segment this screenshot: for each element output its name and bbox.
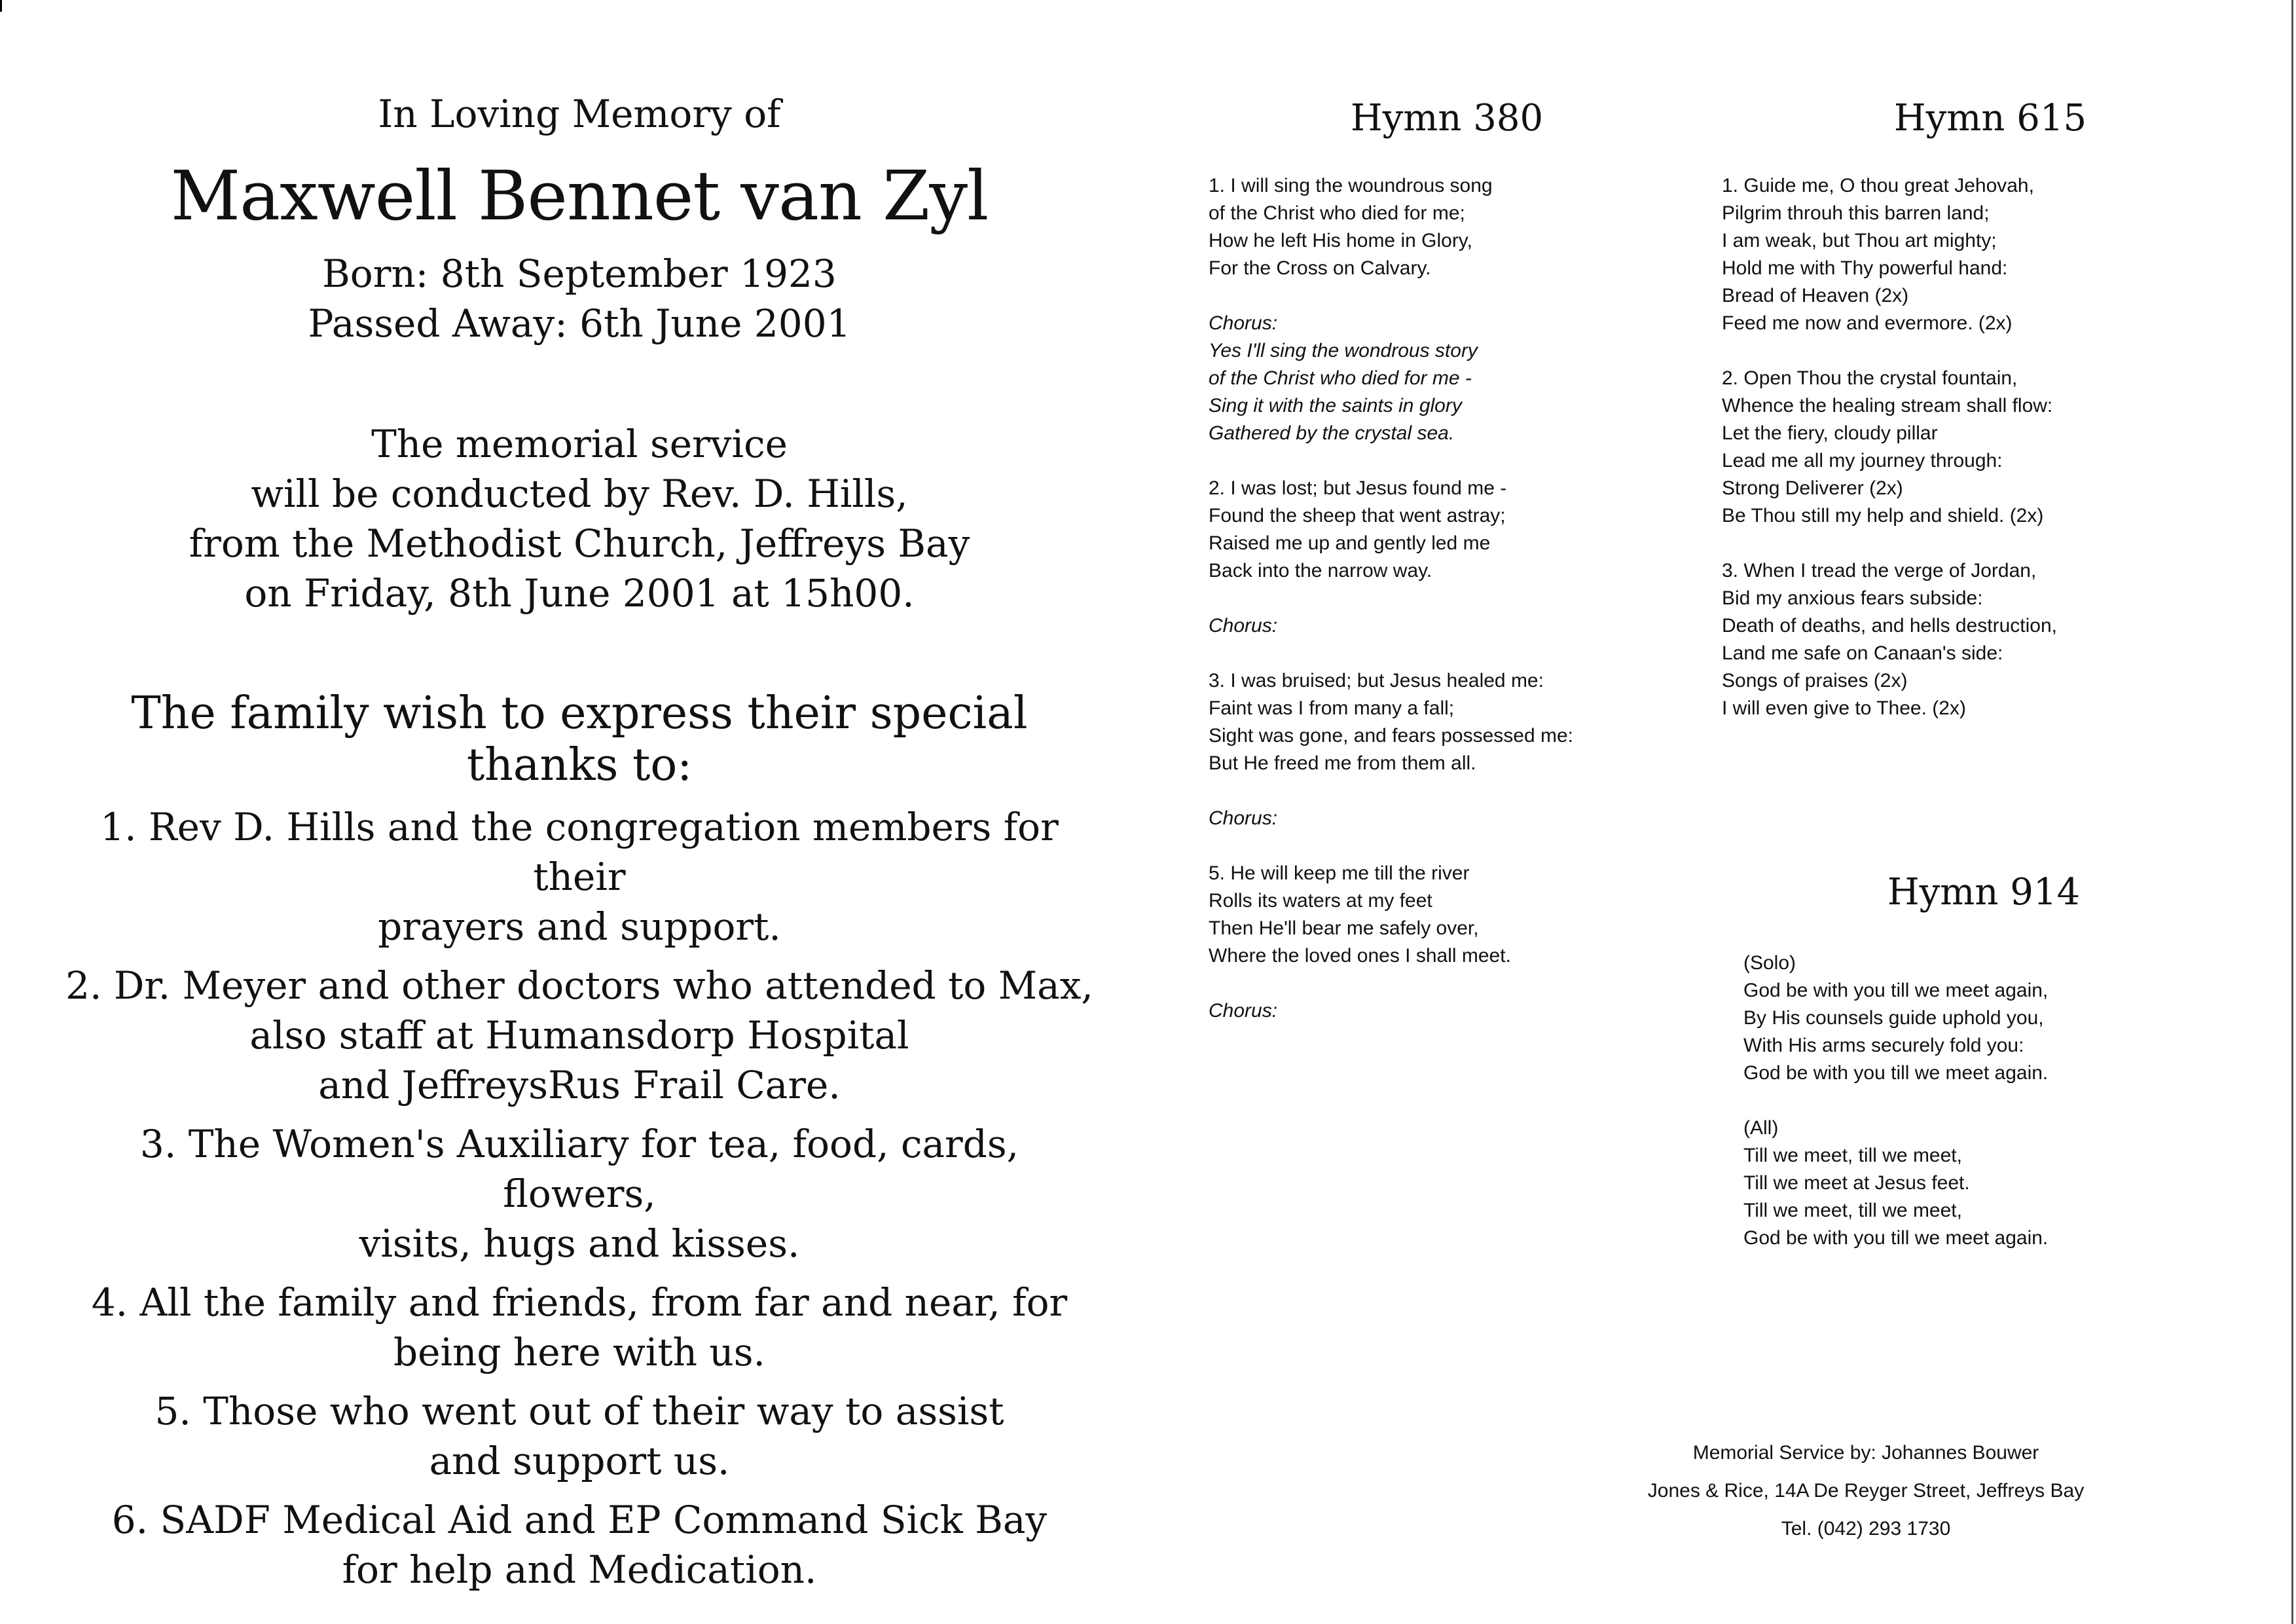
lyric-line: Chorus: bbox=[1209, 312, 1278, 334]
verse-block bbox=[1209, 172, 1667, 282]
lyric-line: of the Christ who died for me; bbox=[1209, 202, 1465, 224]
scan-mark-right bbox=[2291, 0, 2293, 1624]
hymn-914-title: Hymn 914 bbox=[1887, 871, 2081, 913]
chorus-block bbox=[1209, 310, 1667, 447]
lyric-line: Rolls its waters at my feet bbox=[1209, 890, 1432, 912]
lyric-line: Chorus: bbox=[1209, 807, 1278, 829]
thanks-line: and support us. bbox=[429, 1439, 730, 1483]
hymn-615-title: Hymn 615 bbox=[1893, 97, 2087, 139]
thanks-line: 4. All the family and friends, from far and near, for bbox=[91, 1280, 1068, 1325]
lyric-line: Songs of praises (2x) bbox=[1722, 670, 1908, 692]
lyric-line: Feed me now and evermore. (2x) bbox=[1722, 312, 2013, 334]
service-details bbox=[59, 419, 1100, 618]
death-date: Passed Away: 6th June 2001 bbox=[308, 301, 851, 346]
lyric-line: Yes I'll sing the wondrous story bbox=[1209, 340, 1478, 361]
lyric-line: (Solo) bbox=[1743, 952, 1796, 974]
thanks-list bbox=[59, 802, 1100, 1604]
chorus-block bbox=[1209, 612, 1667, 640]
lyric-line: God be with you till we meet again. bbox=[1743, 1062, 2049, 1084]
lyric-line: Sight was gone, and fears possessed me: bbox=[1209, 725, 1573, 747]
lyric-line: Till we meet, till we meet, bbox=[1743, 1200, 1962, 1221]
lyric-line: By His counsels guide uphold you, bbox=[1743, 1007, 2044, 1029]
scan-mark-left bbox=[0, 0, 2, 12]
lyric-line: Bid my anxious fears subside: bbox=[1722, 587, 1983, 609]
memorial-panel bbox=[59, 0, 1100, 1624]
telephone: Tel. (042) 293 1730 bbox=[1781, 1518, 1951, 1540]
verse-block bbox=[1209, 667, 1667, 777]
thanks-line: 1. Rev D. Hills and the congregation members for their bbox=[100, 805, 1059, 899]
lyric-line: I will even give to Thee. (2x) bbox=[1722, 697, 1966, 719]
lyric-line: God be with you till we meet again. bbox=[1743, 1227, 2049, 1249]
lyric-line: Lead me all my journey through: bbox=[1722, 450, 2003, 471]
service-line: on Friday, 8th June 2001 at 15h00. bbox=[244, 571, 915, 616]
lyric-line: Strong Deliverer (2x) bbox=[1722, 477, 1903, 499]
lyric-line: Chorus: bbox=[1209, 615, 1278, 637]
hymn-380-lyrics bbox=[1209, 172, 1667, 1052]
deceased-name: Maxwell Bennet van Zyl bbox=[170, 156, 989, 236]
footer-credits bbox=[1440, 1434, 2291, 1548]
lyric-line: Back into the narrow way. bbox=[1209, 560, 1432, 581]
lyric-line: With His arms securely fold you: bbox=[1743, 1035, 2024, 1056]
lyric-line: of the Christ who died for me - bbox=[1209, 367, 1472, 389]
thanks-line: visits, hugs and kisses. bbox=[359, 1221, 800, 1266]
lyric-line: I am weak, but Thou art mighty; bbox=[1722, 230, 1997, 251]
thanks-line: also staff at Humansdorp Hospital bbox=[249, 1013, 909, 1058]
hymn-615-lyrics bbox=[1722, 172, 2180, 750]
thanks-item bbox=[59, 802, 1100, 951]
verse-block bbox=[1743, 1115, 2202, 1252]
lyric-line: 1. I will sing the woundrous song bbox=[1209, 175, 1493, 196]
lyric-line: Then He'll bear me safely over, bbox=[1209, 917, 1479, 939]
thanks-heading: The family wish to express their special thanks to: bbox=[131, 688, 1028, 791]
service-line: will be conducted by Rev. D. Hills, bbox=[251, 471, 908, 516]
thanks-line: 2. Dr. Meyer and other doctors who attended to Max, bbox=[65, 963, 1093, 1008]
lyric-line: 1. Guide me, O thou great Jehovah, bbox=[1722, 175, 2034, 196]
lyric-line: Death of deaths, and hells destruction, bbox=[1722, 615, 2057, 637]
funeral-address: Jones & Rice, 14A De Reyger Street, Jeffreys Bay bbox=[1647, 1480, 2085, 1502]
thanks-item bbox=[59, 1119, 1100, 1268]
chorus-block bbox=[1209, 805, 1667, 832]
thanks-line: prayers and support. bbox=[378, 904, 781, 949]
lyric-line: Land me safe on Canaan's side: bbox=[1722, 642, 2003, 664]
verse-block bbox=[1743, 950, 2202, 1087]
lyric-line: Sing it with the saints in glory bbox=[1209, 395, 1462, 416]
lyric-line: Till we meet, till we meet, bbox=[1743, 1145, 1962, 1166]
thanks-item bbox=[59, 1386, 1100, 1486]
lyric-line: (All) bbox=[1743, 1117, 1779, 1139]
hymn-380-title: Hymn 380 bbox=[1350, 97, 1544, 139]
lyric-line: 3. I was bruised; but Jesus healed me: bbox=[1209, 670, 1544, 692]
service-line: The memorial service bbox=[371, 422, 788, 466]
lyric-line: Raised me up and gently led me bbox=[1209, 532, 1491, 554]
lyric-line: 2. Open Thou the crystal fountain, bbox=[1722, 367, 2018, 389]
lyric-line: 3. When I tread the verge of Jordan, bbox=[1722, 560, 2037, 581]
lyric-line: Till we meet at Jesus feet. bbox=[1743, 1172, 1970, 1194]
lyric-line: Found the sheep that went astray; bbox=[1209, 505, 1506, 526]
memorial-intro: In Loving Memory of bbox=[378, 92, 781, 136]
thanks-line: for help and Medication. bbox=[342, 1547, 817, 1592]
thanks-line: 3. The Women's Auxiliary for tea, food, cards, flowers, bbox=[139, 1122, 1019, 1216]
verse-block bbox=[1722, 172, 2180, 337]
verse-block bbox=[1722, 557, 2180, 722]
birth-date: Born: 8th September 1923 bbox=[322, 251, 837, 296]
lyric-line: God be with you till we meet again, bbox=[1743, 980, 2049, 1001]
lyric-line: Let the fiery, cloudy pillar bbox=[1722, 422, 1938, 444]
lyric-line: 2. I was lost; but Jesus found me - bbox=[1209, 477, 1507, 499]
service-by: Memorial Service by: Johannes Bouwer bbox=[1692, 1442, 2039, 1464]
service-line: from the Methodist Church, Jeffreys Bay bbox=[189, 521, 970, 566]
hymn-914-lyrics bbox=[1743, 950, 2202, 1280]
lyric-line: Be Thou still my help and shield. (2x) bbox=[1722, 505, 2044, 526]
thanks-item bbox=[59, 1278, 1100, 1377]
thanks-line: 5. Those who went out of their way to assist bbox=[155, 1389, 1004, 1433]
thanks-item bbox=[59, 961, 1100, 1110]
lyric-line: Bread of Heaven (2x) bbox=[1722, 285, 1909, 306]
lyric-line: Faint was I from many a fall; bbox=[1209, 697, 1455, 719]
lyric-line: But He freed me from them all. bbox=[1209, 752, 1476, 774]
lyric-line: Gathered by the crystal sea. bbox=[1209, 422, 1455, 444]
chorus-block bbox=[1209, 997, 1667, 1025]
lyric-line: Whence the healing stream shall flow: bbox=[1722, 395, 2053, 416]
lyric-line: Pilgrim throuh this barren land; bbox=[1722, 202, 1990, 224]
lyric-line: For the Cross on Calvary. bbox=[1209, 257, 1431, 279]
lyric-line: Where the loved ones I shall meet. bbox=[1209, 945, 1511, 967]
thanks-item bbox=[59, 1495, 1100, 1595]
verse-block bbox=[1722, 365, 2180, 530]
lyric-line: Chorus: bbox=[1209, 1000, 1278, 1022]
thanks-line: being here with us. bbox=[393, 1330, 765, 1375]
verse-block bbox=[1209, 860, 1667, 970]
life-dates bbox=[59, 249, 1100, 348]
lyric-line: 5. He will keep me till the river bbox=[1209, 862, 1470, 884]
lyric-line: How he left His home in Glory, bbox=[1209, 230, 1472, 251]
thanks-line: 6. SADF Medical Aid and EP Command Sick Bay bbox=[111, 1498, 1048, 1542]
lyric-line: Hold me with Thy powerful hand: bbox=[1722, 257, 2008, 279]
thanks-line: and JeffreysRus Frail Care. bbox=[318, 1063, 841, 1107]
verse-block bbox=[1209, 475, 1667, 585]
